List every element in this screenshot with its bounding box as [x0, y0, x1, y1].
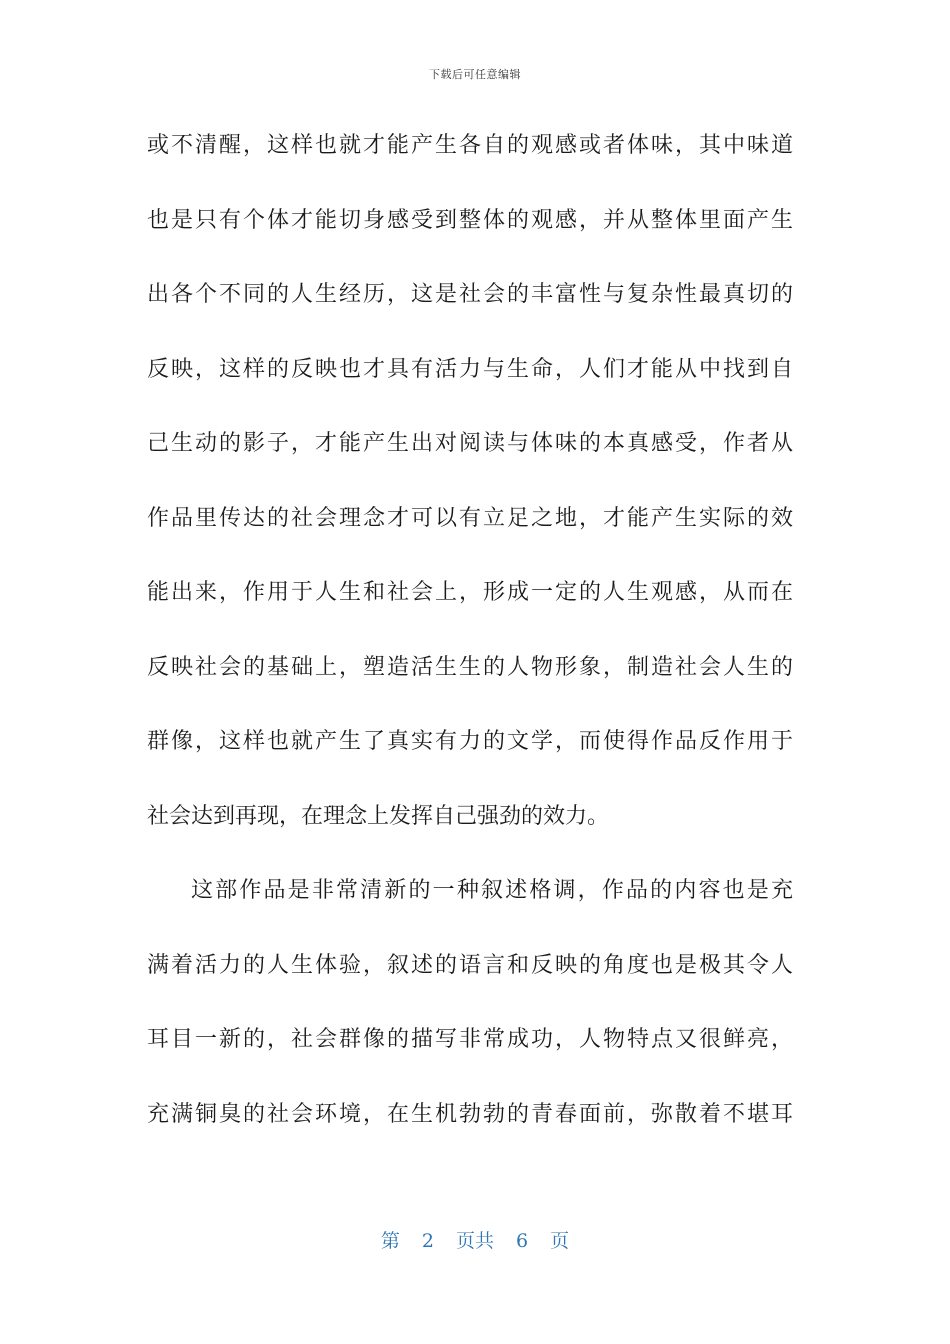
- header-note: 下载后可任意编辑: [429, 68, 521, 81]
- text-line: 己生动的影子，才能产生出对阅读与体味的本真感受，作者从: [147, 431, 793, 456]
- text-line: 出各个不同的人生经历，这是社会的丰富性与复杂性最真切的: [147, 282, 793, 307]
- text-line: 这部作品是非常清新的一种叙述格调，作品的内容也是充: [191, 878, 793, 903]
- text-line: 也是只有个体才能切身感受到整体的观感，并从整体里面产生: [147, 207, 793, 233]
- text-line: 群像，这样也就产生了真实有力的文学，而使得作品反作用于: [147, 729, 793, 754]
- text-line: 满着活力的人生体验，叙述的语言和反映的角度也是极其令人: [147, 952, 793, 978]
- footer-suffix: 页: [550, 1230, 570, 1252]
- text-line: 作品里传达的社会理念才可以有立足之地，才能产生实际的效: [147, 505, 793, 531]
- text-line: 耳目一新的，社会群像的描写非常成功，人物特点又很鲜亮，: [147, 1027, 793, 1052]
- text-line: 充满铜臭的社会环境，在生机勃勃的青春面前，弥散着不堪耳: [147, 1101, 793, 1127]
- total-page-number: 6: [516, 1230, 529, 1252]
- current-page-number: 2: [421, 1230, 434, 1252]
- footer-middle: 页共: [455, 1230, 494, 1252]
- page-number-footer: [0, 1226, 950, 1253]
- footer-prefix: 第: [380, 1230, 400, 1252]
- document-body: [147, 128, 793, 1171]
- text-line: 反映，这样的反映也才具有活力与生命，人们才能从中找到自: [147, 356, 793, 382]
- text-line: 或不清醒，这样也就才能产生各自的观感或者体味，其中味道: [147, 133, 793, 158]
- text-line: 反映社会的基础上，塑造活生生的人物形象，制造社会人生的: [147, 654, 793, 680]
- text-line: 能出来，作用于人生和社会上，形成一定的人生观感，从而在: [147, 580, 793, 605]
- text-line: 社会达到再现，在理念上发挥自己强劲的效力。: [147, 803, 610, 829]
